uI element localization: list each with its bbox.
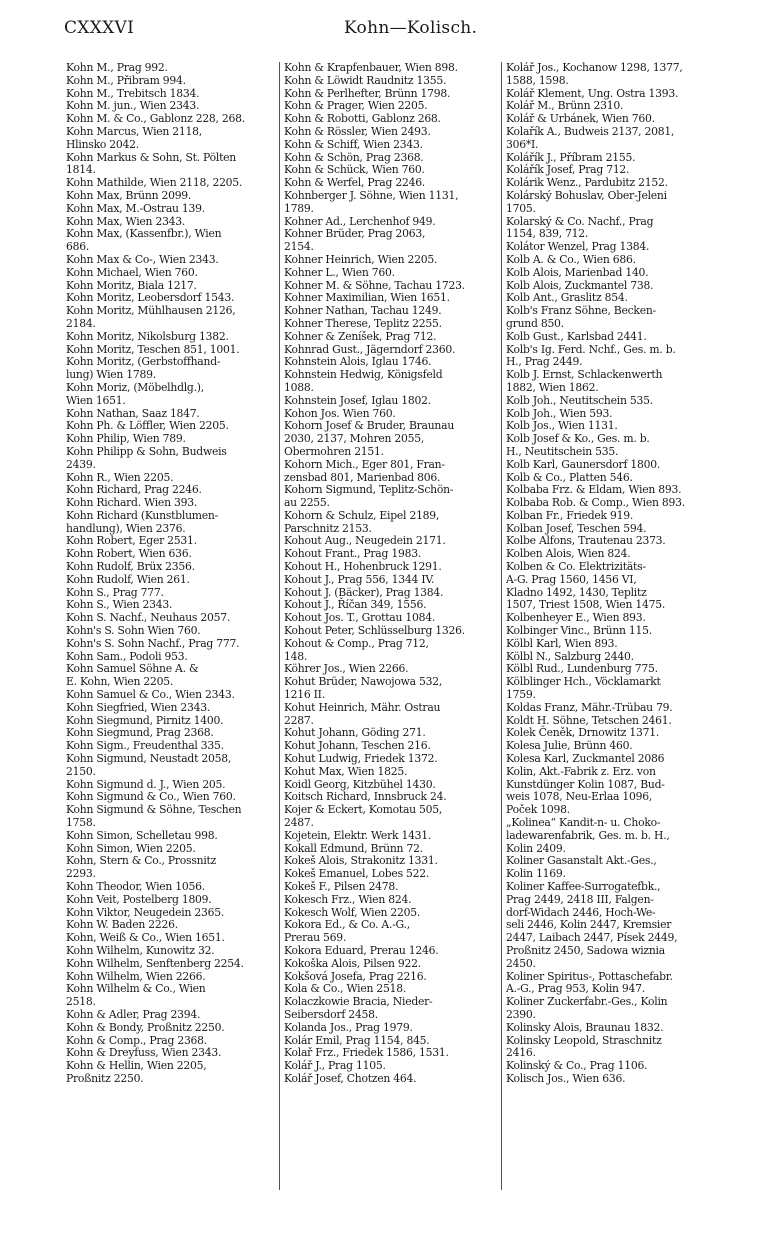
- directory-line: Kohorn & Schulz, Eipel 2189,: [284, 508, 440, 522]
- directory-line: Kohn's S. Sohn Wien 760.: [66, 624, 201, 638]
- directory-line: 2150.: [66, 764, 96, 778]
- directory-line: Kohn Richard. Wien 393.: [66, 496, 197, 510]
- directory-line: Kohout Aug., Neugedein 2171.: [284, 534, 446, 548]
- directory-line: Kokšová Josefa, Prag 2216.: [284, 969, 427, 983]
- directory-line: Kladno 1492, 1430, Teplitz: [506, 585, 647, 599]
- directory-line: Kolinský & Co., Prag 1106.: [506, 1059, 648, 1073]
- directory-line: Kohorn Mich., Eger 801, Fran-: [284, 457, 445, 471]
- directory-line: Kolban Josef, Teschen 594.: [506, 521, 647, 535]
- directory-line: Kohn Sigmund d. J., Wien 205.: [66, 777, 226, 791]
- directory-line: Kola & Co., Wien 2518.: [284, 982, 407, 996]
- directory-line: Kohn Moriz, (Möbelhdlg.),: [66, 380, 204, 394]
- directory-line: Kölblinger Hch., Vöcklamarkt: [506, 675, 661, 689]
- directory-line: Kohn Sigmund, Neustadt 2058,: [66, 752, 231, 766]
- directory-line: Kohn Moritz, Mühlhausen 2126,: [66, 304, 236, 318]
- directory-line: Kohn & Comp., Prag 2368.: [66, 1033, 207, 1047]
- directory-line: Kolb Karl, Gaunersdorf 1800.: [506, 457, 661, 471]
- directory-line: Kohn Richard (Kunstblumen-: [66, 508, 219, 522]
- directory-line: Koidl Georg, Kitzbühel 1430.: [284, 777, 436, 791]
- directory-line: Kolek Čeněk, Drnowitz 1371.: [506, 726, 660, 740]
- directory-line: Kohn Wilhelm, Senftenberg 2254.: [66, 956, 244, 970]
- directory-line: Kohner & Zeníšek, Prag 712.: [284, 329, 437, 343]
- directory-line: Kohn Max, Brünn 2099.: [66, 188, 192, 202]
- directory-line: Kölbl Rud., Lundenburg 775.: [506, 662, 658, 676]
- directory-line: Kohn M., Trebitsch 1834.: [66, 86, 200, 100]
- directory-line: Parschnitz 2153.: [284, 521, 372, 535]
- directory-line: Kolisch Jos., Wien 636.: [506, 1071, 626, 1085]
- directory-line: Kokora Ed., & Co. A.-G.,: [284, 918, 410, 932]
- directory-line: 2439.: [66, 457, 96, 471]
- directory-line: Kohner M. & Söhne, Tachau 1723.: [284, 278, 465, 292]
- directory-line: Kolář Jos., Kochanow 1298, 1377,: [506, 62, 683, 74]
- directory-line: Obermohren 2151.: [284, 444, 384, 458]
- directory-line: Kokall Edmund, Brünn 72.: [284, 841, 423, 855]
- directory-line: Kohn & Krapfenbauer, Wien 898.: [284, 62, 458, 74]
- directory-line: Kohnstein Hedwig, Königsfeld: [284, 368, 443, 382]
- directory-line: Kohner L., Wien 760.: [284, 265, 395, 279]
- directory-line: Kohn & Schiff, Wien 2343.: [284, 137, 423, 151]
- directory-line: Kolb Joh., Wien 593.: [506, 406, 613, 420]
- directory-line: Kohn & Rössler, Wien 2493.: [284, 124, 431, 138]
- directory-line: Kolb & Co., Platten 546.: [506, 470, 633, 484]
- directory-line: Kohn Sigm., Freudenthal 335.: [66, 739, 224, 753]
- directory-line: Kohn M., Prag 992.: [66, 62, 168, 74]
- directory-line: Kokeš Emanuel, Lobes 522.: [284, 867, 430, 881]
- directory-line: Kohn Nathan, Saaz 1847.: [66, 406, 200, 420]
- directory-line: 148.: [284, 649, 308, 663]
- directory-line: 2184.: [66, 316, 96, 330]
- directory-line: Kohner Brüder, Prag 2063,: [284, 227, 426, 241]
- directory-line: Hlinsko 2042.: [66, 137, 139, 151]
- directory-line: Kohn Siegmund, Pirnitz 1400.: [66, 713, 224, 727]
- directory-line: 1088.: [284, 380, 314, 394]
- directory-line: Kokeš F., Pilsen 2478.: [284, 880, 399, 893]
- directory-line: dorf-Widach 2446, Hoch-We-: [506, 905, 656, 919]
- directory-line: handlung), Wien 2376.: [66, 521, 186, 535]
- directory-line: Kohn Wilhelm & Co., Wien: [66, 982, 206, 996]
- directory-line: 1154, 839, 712.: [506, 227, 589, 241]
- directory-line: 1758.: [66, 816, 96, 830]
- directory-line: 1759.: [506, 688, 536, 702]
- directory-line: Kolbe Alfons, Trautenau 2373.: [506, 534, 666, 548]
- directory-line: Kolář Josef, Chotzen 464.: [284, 1071, 417, 1085]
- directory-line: A-G. Prag 1560, 1456 VI,: [506, 572, 637, 586]
- directory-line: H., Neutitschein 535.: [506, 444, 619, 458]
- page-number: CXXXVI: [64, 18, 135, 38]
- directory-line: Kohn Philipp & Sohn, Budweis: [66, 444, 227, 458]
- directory-line: Kohn M. jun., Wien 2343.: [66, 99, 200, 113]
- directory-line: H., Prag 2449.: [506, 355, 583, 369]
- directory-line: Kohn Robert, Eger 2531.: [66, 534, 197, 548]
- directory-line: Kokesch Frz., Wien 824.: [284, 892, 412, 906]
- directory-line: Kohut Heinrich, Mähr. Ostrau: [284, 700, 441, 714]
- directory-line: Kohout J., Prag 556, 1344 IV.: [284, 572, 435, 586]
- directory-line: Kohn Samuel Söhne A. &: [66, 662, 199, 676]
- column-2: [284, 62, 499, 1232]
- directory-line: Kohn Theodor, Wien 1056.: [66, 880, 205, 893]
- directory-line: Kohner Ad., Lerchenhof 949.: [284, 214, 436, 228]
- directory-line: Kohn Rudolf, Wien 261.: [66, 572, 190, 586]
- directory-line: Kohn Marcus, Wien 2118,: [66, 124, 202, 138]
- directory-line: Kolb Joh., Neutitschein 535.: [506, 393, 653, 407]
- directory-line: 2450.: [506, 956, 536, 970]
- directory-line: Prag 2449, 2418 III, Falgen-: [506, 892, 654, 906]
- directory-line: Kohn & Werfel, Prag 2246.: [284, 176, 425, 190]
- directory-line: Kohn Michael, Wien 760.: [66, 265, 198, 279]
- directory-line: Kölbl Karl, Wien 893.: [506, 636, 618, 650]
- directory-line: Kohn R., Wien 2205.: [66, 470, 174, 484]
- directory-line: A.-G., Prag 953, Kolin 947.: [506, 982, 645, 996]
- directory-line: Kohut Johann, Teschen 216.: [284, 739, 431, 753]
- directory-line: 2030, 2137, Mohren 2055,: [284, 432, 425, 446]
- directory-line: Kohn Sigmund & Co., Wien 760.: [66, 790, 236, 804]
- directory-line: Kohn Sam., Podoli 953.: [66, 649, 188, 663]
- directory-line: Kölbl N., Salzburg 2440.: [506, 649, 634, 663]
- directory-line: Kohout Frant., Prag 1983.: [284, 547, 421, 561]
- directory-line: Koldt H. Söhne, Tetschen 2461.: [506, 713, 672, 727]
- directory-line: 686.: [66, 240, 90, 254]
- directory-line: Kohn Ph. & Löffler, Wien 2205.: [66, 419, 229, 433]
- directory-line: Kohorn Josef & Bruder, Braunau: [284, 419, 455, 433]
- directory-line: Seibersdorf 2458.: [284, 1007, 378, 1021]
- directory-line: Kolb's Ig. Ferd. Nchf., Ges. m. b.: [506, 342, 676, 356]
- directory-line: Kolář M., Brünn 2310.: [506, 99, 624, 113]
- directory-line: Kohn & Dreyfuss, Wien 2343.: [66, 1046, 222, 1060]
- directory-line: Kolářík J., Příbram 2155.: [506, 150, 636, 164]
- directory-line: Kohner Therese, Teplitz 2255.: [284, 316, 442, 330]
- directory-line: Kohn M. & Co., Gablonz 228, 268.: [66, 112, 245, 126]
- directory-line: Kohn Wilhelm, Kunowitz 32.: [66, 943, 215, 957]
- directory-line: seli 2446, Kolin 2447, Kremsier: [506, 918, 672, 932]
- directory-line: „Kolinea“ Kandit-n- u. Choko-: [506, 816, 661, 830]
- directory-line: Proßnitz 2250.: [66, 1071, 144, 1085]
- directory-line: Kohut Johann, Göding 271.: [284, 726, 426, 740]
- directory-line: 2154.: [284, 240, 314, 254]
- column-3: [506, 62, 716, 1232]
- directory-line: Kolb A. & Co., Wien 686.: [506, 252, 636, 266]
- directory-line: Kolesa Karl, Zuckmantel 2086: [506, 752, 665, 766]
- directory-line: Kohn Veit, Postelberg 1809.: [66, 892, 212, 906]
- directory-line: Kohn Simon, Schelletau 998.: [66, 828, 218, 842]
- directory-line: 2390.: [506, 1007, 536, 1021]
- directory-line: Kolarský & Co. Nachf., Prag: [506, 214, 654, 228]
- directory-line: Kohn Moritz, Leobersdorf 1543.: [66, 291, 235, 305]
- directory-line: 2287.: [284, 713, 314, 727]
- directory-line: Kolb Alois, Zuckmantel 738.: [506, 278, 654, 292]
- directory-line: Kohn Richard, Prag 2246.: [66, 483, 202, 497]
- directory-line: Kohout J. (Bäcker), Prag 1384.: [284, 585, 444, 599]
- directory-line: Koliner Gasanstalt Akt.-Ges.,: [506, 854, 657, 868]
- directory-line: Kohn's S. Sohn Nachf., Prag 777.: [66, 636, 240, 650]
- directory-line: Koliner Zuckerfabr.-Ges., Kolin: [506, 995, 668, 1009]
- column-divider: [279, 62, 280, 1190]
- directory-line: Kolárik Wenz., Pardubitz 2152.: [506, 176, 668, 190]
- directory-line: Kohon Jos. Wien 760.: [284, 406, 396, 420]
- directory-line: Kohout H., Hohenbruck 1291.: [284, 560, 442, 574]
- directory-line: Kolb Gust., Karlsbad 2441.: [506, 329, 647, 343]
- directory-line: Proßnitz 2450, Sadowa wiznia: [506, 943, 665, 957]
- directory-line: Kohn S., Prag 777.: [66, 585, 164, 599]
- directory-line: Köhrer Jos., Wien 2266.: [284, 662, 409, 676]
- directory-line: Kokora Eduard, Prerau 1246.: [284, 943, 439, 957]
- directory-line: Kolbenheyer E., Wien 893.: [506, 611, 646, 625]
- directory-line: Kohut Max, Wien 1825.: [284, 764, 408, 778]
- directory-line: Kohn Robert, Wien 636.: [66, 547, 192, 561]
- column-1: [66, 62, 276, 1232]
- directory-line: Kolinsky Alois, Braunau 1832.: [506, 1020, 664, 1034]
- directory-line: 306*I.: [506, 137, 539, 151]
- directory-line: 1588, 1598.: [506, 73, 569, 87]
- directory-line: Kohn & Perlhefter, Brünn 1798.: [284, 86, 451, 100]
- directory-line: Kolanda Jos., Prag 1979.: [284, 1020, 413, 1034]
- directory-line: Kolin 1169.: [506, 867, 566, 881]
- directory-line: 1507, Triest 1508, Wien 1475.: [506, 598, 665, 612]
- directory-line: Kohnstein Alois, Iglau 1746.: [284, 355, 432, 369]
- directory-line: Kohn Max, Wien 2343.: [66, 214, 186, 228]
- directory-line: Kohn Viktor, Neugedein 2365.: [66, 905, 225, 919]
- directory-line: 1789.: [284, 201, 314, 215]
- directory-line: Kohn M., Přibram 994.: [66, 73, 186, 87]
- directory-line: 1882, Wien 1862.: [506, 380, 599, 394]
- directory-line: Kohn Moritz, (Gerbstoffhand-: [66, 355, 221, 369]
- directory-line: grund 850.: [506, 316, 564, 330]
- directory-line: Kohout Peter, Schlüsselburg 1326.: [284, 624, 465, 638]
- directory-line: Kolban Fr., Friedek 919.: [506, 508, 634, 522]
- directory-line: Kolár Emil, Prag 1154, 845.: [284, 1033, 430, 1047]
- directory-line: 2293.: [66, 867, 96, 881]
- directory-line: Kohn Mathilde, Wien 2118, 2205.: [66, 176, 243, 190]
- directory-line: Kohn Samuel & Co., Wien 2343.: [66, 688, 235, 702]
- directory-line: ladewarenfabrik, Ges. m. b. H.,: [506, 828, 670, 842]
- directory-line: Kolesa Julie, Brünn 460.: [506, 739, 633, 753]
- page-title: Kohn—Kolisch.: [344, 18, 478, 38]
- directory-line: Kolben Alois, Wien 824.: [506, 547, 631, 561]
- directory-line: Kolb's Franz Söhne, Becken-: [506, 304, 656, 318]
- directory-line: E. Kohn, Wien 2205.: [66, 675, 174, 689]
- directory-line: 1814.: [66, 163, 96, 177]
- directory-line: Kohn & Löwidt Raudnitz 1355.: [284, 73, 447, 87]
- directory-line: Kolb Josef & Ko., Ges. m. b.: [506, 432, 650, 446]
- directory-line: Kohn W. Baden 2226.: [66, 918, 178, 932]
- directory-line: 2487.: [284, 816, 314, 830]
- directory-line: weis 1078, Neu-Erlaa 1096,: [506, 790, 653, 804]
- directory-line: Prerau 569.: [284, 931, 347, 945]
- column-divider: [501, 62, 502, 1190]
- directory-line: Poček 1098.: [506, 803, 570, 817]
- directory-line: 1216 II.: [284, 688, 325, 702]
- directory-line: zensbad 801, Marienbad 806.: [284, 470, 441, 484]
- directory-line: Kohn Sigmund & Söhne, Teschen: [66, 803, 242, 817]
- directory-line: Kohnberger J. Söhne, Wien 1131,: [284, 188, 459, 202]
- page-header: [64, 14, 764, 44]
- directory-line: Kolaczkowie Bracia, Nieder-: [284, 995, 433, 1009]
- directory-line: Kolárský Bohuslav, Ober-Jeleni: [506, 188, 667, 202]
- directory-line: au 2255.: [284, 496, 330, 510]
- directory-line: Kohout & Comp., Prag 712,: [284, 636, 429, 650]
- directory-line: Kohn S. Nachf., Neuhaus 2057.: [66, 611, 231, 625]
- directory-line: Kolátor Wenzel, Prag 1384.: [506, 240, 650, 254]
- directory-line: Kolinsky Leopold, Straschnitz: [506, 1033, 662, 1047]
- directory-line: Kolben & Co. Elektrizitäts-: [506, 560, 646, 574]
- directory-line: lung) Wien 1789.: [66, 368, 156, 382]
- directory-line: Kohn Moritz, Teschen 851, 1001.: [66, 342, 240, 356]
- directory-line: Kohn S., Wien 2343.: [66, 598, 173, 612]
- directory-line: Kojer & Eckert, Komotau 505,: [284, 803, 443, 817]
- directory-line: Kolin 2409.: [506, 841, 566, 855]
- directory-line: Kolař Frz., Friedek 1586, 1531.: [284, 1046, 449, 1060]
- directory-line: Kohn Philip, Wien 789.: [66, 432, 186, 446]
- directory-line: Kolbinger Vinc., Brünn 115.: [506, 624, 652, 638]
- directory-line: Kohn Simon, Wien 2205.: [66, 841, 196, 855]
- directory-line: Kohn Max & Co-, Wien 2343.: [66, 252, 219, 266]
- directory-line: Kokeš Alois, Strakonitz 1331.: [284, 854, 438, 868]
- directory-line: Kolbaba Frz. & Eldam, Wien 893.: [506, 483, 682, 497]
- directory-line: Kohn, Weiß & Co., Wien 1651.: [66, 931, 225, 945]
- directory-line: Koliner Spiritus-, Pottaschefabr.: [506, 969, 673, 983]
- directory-line: Kohn, Stern & Co., Prossnitz: [66, 854, 217, 868]
- directory-line: Kohner Nathan, Tachau 1249.: [284, 304, 442, 318]
- directory-line: Kohout J., Říčan 349, 1556.: [284, 598, 427, 612]
- directory-line: Kolin, Akt.-Fabrik z. Erz. von: [506, 764, 656, 778]
- directory-line: 2416.: [506, 1046, 536, 1060]
- directory-line: Kohn Siegfried, Wien 2343.: [66, 700, 211, 714]
- directory-line: Kohn Wilhelm, Wien 2266.: [66, 969, 206, 983]
- directory-line: Kohner Maximilian, Wien 1651.: [284, 291, 450, 305]
- directory-line: Kohn Max, M.-Ostrau 139.: [66, 201, 205, 215]
- directory-line: Kolář & Urbánek, Wien 760.: [506, 112, 655, 126]
- directory-line: Kolb J. Ernst, Schlackenwerth: [506, 368, 663, 382]
- directory-line: Kohn & Prager, Wien 2205.: [284, 99, 428, 113]
- directory-line: Kolb Ant., Graslitz 854.: [506, 291, 628, 305]
- directory-line: Kolářík Josef, Prag 712.: [506, 163, 630, 177]
- directory-line: Kohn & Bondy, Proßnitz 2250.: [66, 1020, 225, 1034]
- directory-line: Kunstdünger Kolin 1087, Bud-: [506, 777, 665, 791]
- directory-line: 2518.: [66, 995, 96, 1009]
- directory-line: Kohn Rudolf, Brüx 2356.: [66, 560, 195, 574]
- directory-line: Kohn Markus & Sohn, St. Pölten: [66, 150, 237, 164]
- directory-line: Kohout Jos. T., Grottau 1084.: [284, 611, 436, 625]
- directory-line: Kohut Ludwig, Friedek 1372.: [284, 752, 438, 766]
- directory-line: Kohnstein Josef, Iglau 1802.: [284, 393, 431, 407]
- directory-line: Kolb Jos., Wien 1131.: [506, 419, 618, 433]
- directory-line: Koldas Franz, Mähr.-Trübau 79.: [506, 700, 673, 714]
- directory-line: Kohn & Schück, Wien 760.: [284, 163, 425, 177]
- directory-line: Kolb Alois, Marienbad 140.: [506, 265, 649, 279]
- directory-line: Kojetein, Elektr. Werk 1431.: [284, 828, 432, 842]
- directory-line: Kohn Max, (Kassenfbr.), Wien: [66, 227, 222, 241]
- directory-line: Koitsch Richard, Innsbruck 24.: [284, 790, 447, 804]
- directory-line: Kolbaba Rob. & Comp., Wien 893.: [506, 496, 685, 510]
- directory-line: Kohn Moritz, Nikolsburg 1382.: [66, 329, 229, 343]
- directory-line: Kohn Moritz, Biala 1217.: [66, 278, 197, 292]
- directory-line: Kohn & Robotti, Gablonz 268.: [284, 112, 441, 126]
- directory-line: Koliner Kaffee-Surrogatefbk.,: [506, 880, 661, 893]
- directory-line: Kohn & Adler, Prag 2394.: [66, 1007, 201, 1021]
- directory-line: Kohn & Schön, Prag 2368.: [284, 150, 424, 164]
- directory-line: Kohn & Hellin, Wien 2205,: [66, 1059, 207, 1073]
- directory-line: 1705.: [506, 201, 536, 215]
- directory-line: Kohorn Sigmund, Teplitz-Schön-: [284, 483, 454, 497]
- directory-line: Kokoška Alois, Pilsen 922.: [284, 956, 421, 970]
- directory-line: Kohn Siegmund, Prag 2368.: [66, 726, 214, 740]
- directory-line: Kolář Klement, Ung. Ostra 1393.: [506, 86, 679, 100]
- directory-line: Kolařík A., Budweis 2137, 2081,: [506, 124, 675, 138]
- directory-line: Kokesch Wolf, Wien 2205.: [284, 905, 421, 919]
- directory-line: Kohner Heinrich, Wien 2205.: [284, 252, 438, 266]
- directory-line: Wien 1651.: [66, 393, 126, 407]
- directory-line: Kolář J., Prag 1105.: [284, 1059, 386, 1073]
- directory-line: Kohut Brüder, Nawojowa 532,: [284, 675, 443, 689]
- directory-line: Kohnrad Gust., Jägerndorf 2360.: [284, 342, 456, 356]
- directory-line: 2447, Laibach 2447, Písek 2449,: [506, 931, 678, 945]
